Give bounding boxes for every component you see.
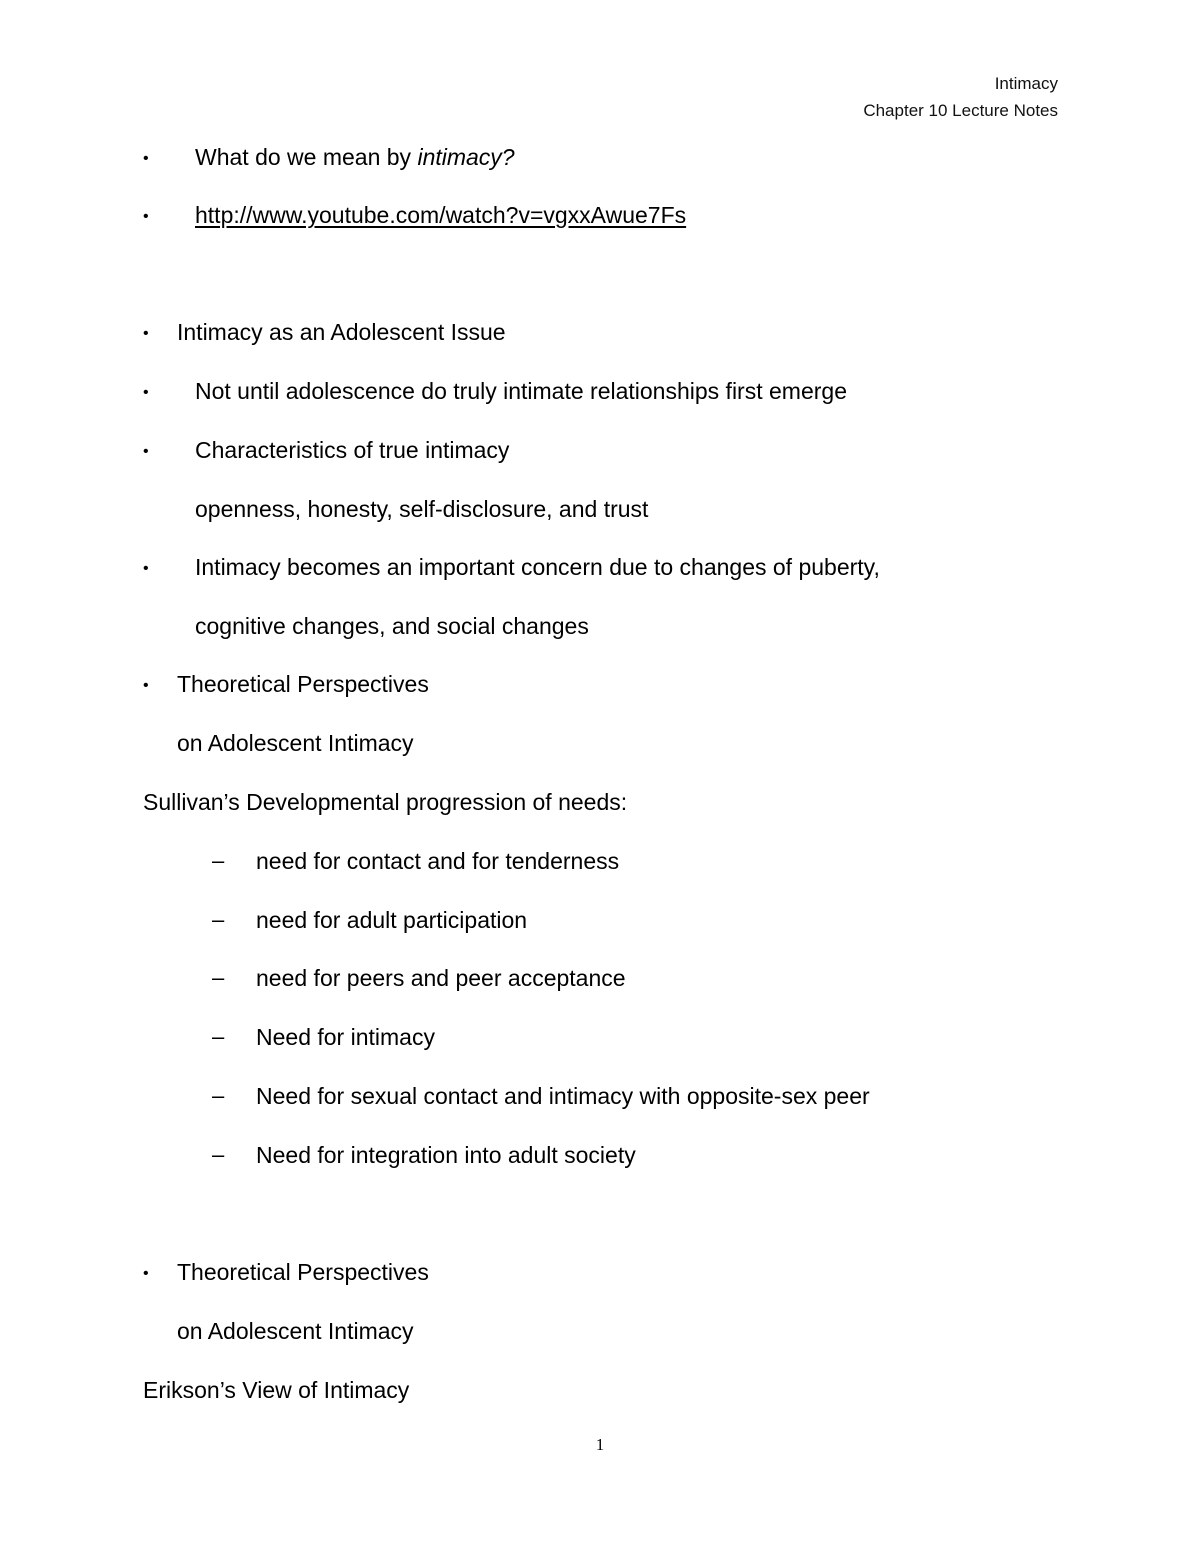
bullet-marker: • [143,1265,149,1282]
dash-marker: – [212,1083,225,1108]
youtube-link[interactable]: http://www.youtube.com/watch?v=vgxxAwue7Fs [195,202,687,228]
dash-marker: – [212,1142,225,1167]
sullivan-heading: Sullivan’s Developmental progression of needs: [143,789,628,815]
question-text: What do we mean by [195,144,418,170]
bullet-marker: • [143,150,149,167]
becomes-important-line: Intimacy becomes an important concern due to changes of puberty, [195,554,880,580]
list-item: Need for sexual contact and intimacy with opposite-sex peer [256,1083,870,1109]
bullet-marker: • [143,443,149,460]
video-link-line [195,201,686,229]
list-item: Need for integration into adult society [256,1142,636,1168]
question-line [195,143,515,171]
section-heading-theoretical: Theoretical Perspectives [177,671,429,697]
dash-marker: – [212,907,225,932]
bullet-marker: • [143,560,149,577]
bullet-marker: • [143,677,149,694]
not-until-line: Not until adolescence do truly intimate relationships first emerge [195,378,847,404]
bullet-marker: • [143,384,149,401]
list-item: need for peers and peer acceptance [256,965,626,991]
page-number: 1 [595,1435,605,1454]
dash-marker: – [212,848,225,873]
dash-marker: – [212,1024,225,1049]
list-item: need for adult participation [256,907,528,933]
characteristics-line: Characteristics of true intimacy [195,437,510,463]
section-heading-theoretical-2-continued: on Adolescent Intimacy [177,1318,414,1344]
section-heading-theoretical-2: Theoretical Perspectives [177,1259,429,1285]
bullet-marker: • [143,208,149,225]
list-item: Need for intimacy [256,1024,435,1050]
dash-marker: – [212,965,225,990]
erikson-heading: Erikson’s View of Intimacy [143,1377,410,1403]
list-item: need for contact and for tenderness [256,848,620,874]
header-subtitle: Chapter 10 Lecture Notes [863,101,1058,120]
section-heading-adolescent-issue: Intimacy as an Adolescent Issue [177,319,506,345]
bullet-marker: • [143,325,149,342]
section-heading-theoretical-continued: on Adolescent Intimacy [177,730,414,756]
becomes-important-continued: cognitive changes, and social changes [195,613,589,639]
header-title: Intimacy [994,74,1058,93]
characteristics-list: openness, honesty, self-disclosure, and trust [195,496,649,522]
question-italic-term: intimacy? [417,144,515,170]
